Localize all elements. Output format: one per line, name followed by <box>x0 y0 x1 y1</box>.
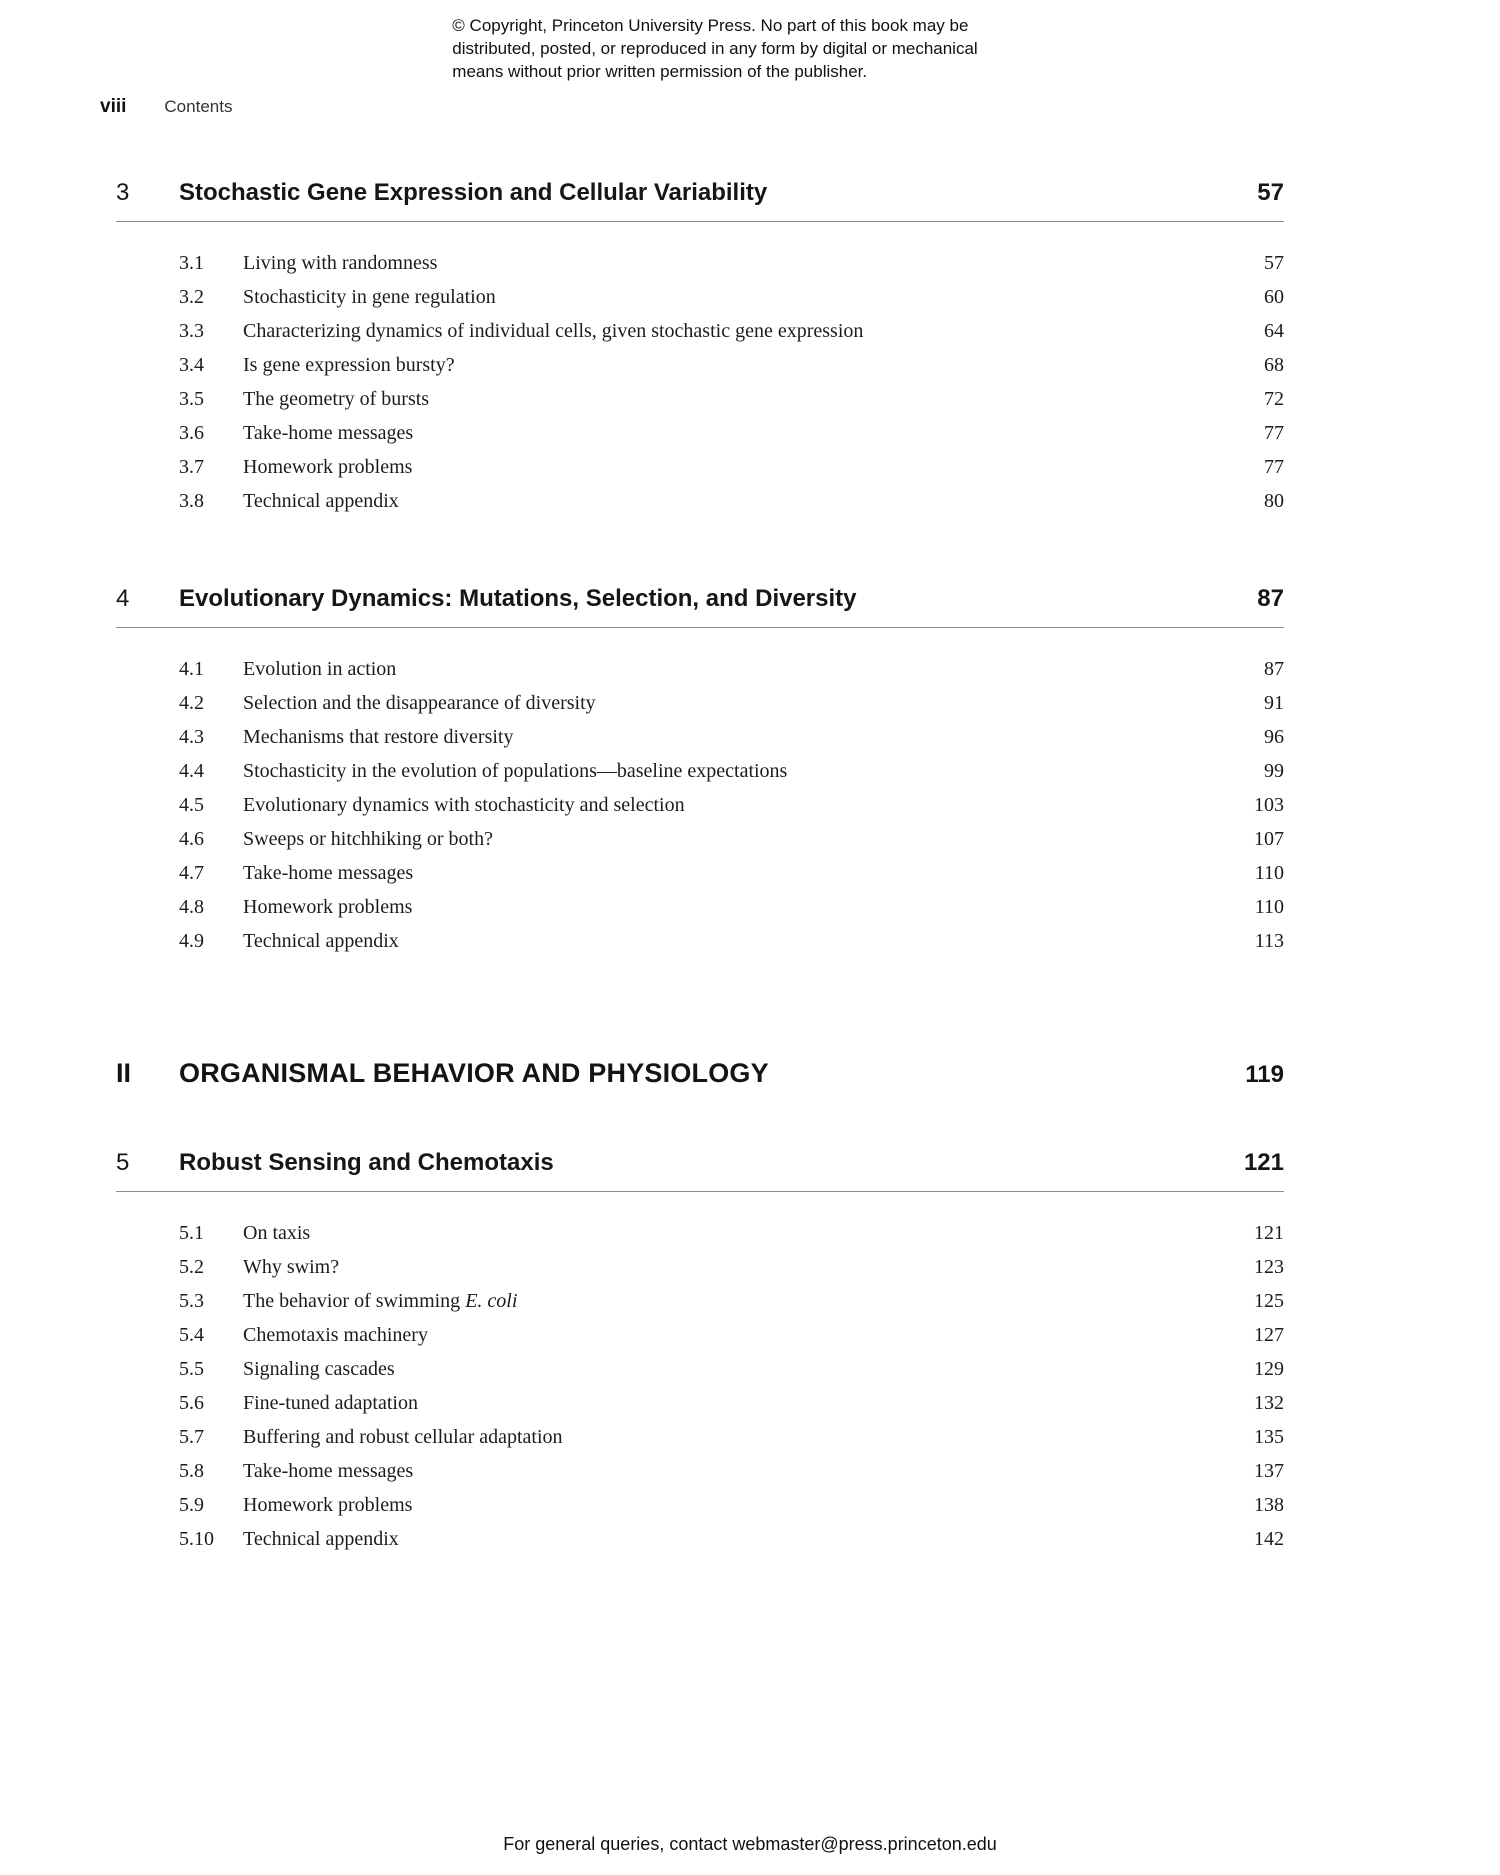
toc-entry-row <box>179 422 1284 456</box>
toc-entry-row <box>179 1392 1284 1426</box>
toc-entry-row <box>179 320 1284 354</box>
entry-number: 5.6 <box>179 1392 204 1414</box>
entry-number: 5.5 <box>179 1358 204 1380</box>
copyright-line-3: means without prior written permission of the publisher. <box>452 62 868 81</box>
chapter-page-number: 87 <box>1257 585 1284 612</box>
entry-page-number: 137 <box>1254 1460 1284 1482</box>
entry-page-number: 99 <box>1264 760 1284 782</box>
entry-number: 4.3 <box>179 726 204 748</box>
entry-page-number: 68 <box>1264 354 1284 376</box>
entry-number: 3.1 <box>179 252 204 274</box>
chapter-heading <box>116 584 1284 628</box>
toc-entry-row <box>179 1324 1284 1358</box>
chapter-number: 3 <box>116 179 130 206</box>
entry-number: 4.5 <box>179 794 204 816</box>
toc-entry-row <box>179 1290 1284 1324</box>
toc-entry-row <box>179 252 1284 286</box>
entry-number: 3.4 <box>179 354 204 376</box>
chapter-entries <box>179 658 1284 964</box>
entry-page-number: 135 <box>1254 1426 1284 1448</box>
toc-entry-row <box>179 896 1284 930</box>
chapter-title: Evolutionary Dynamics: Mutations, Selection, and Diversity <box>179 585 857 612</box>
toc-entry-row <box>179 794 1284 828</box>
part-page-number: 119 <box>1245 1061 1284 1088</box>
toc-entry-row <box>179 286 1284 320</box>
entry-number: 3.6 <box>179 422 204 444</box>
entry-page-number: 132 <box>1254 1392 1284 1414</box>
entry-number: 4.4 <box>179 760 204 782</box>
entry-title: Selection and the disappearance of diversity <box>243 692 596 714</box>
entry-number: 5.3 <box>179 1290 204 1312</box>
entry-number: 5.1 <box>179 1222 204 1244</box>
chapter-heading <box>116 178 1284 222</box>
chapter-block <box>116 178 1284 524</box>
chapter-block <box>116 584 1284 964</box>
entry-page-number: 60 <box>1264 286 1284 308</box>
entry-number: 5.7 <box>179 1426 204 1448</box>
chapter-block <box>116 1148 1284 1562</box>
chapter-page-number: 57 <box>1257 179 1284 206</box>
entry-title: Buffering and robust cellular adaptation <box>243 1426 563 1448</box>
toc-entry-row <box>179 1358 1284 1392</box>
entry-page-number: 123 <box>1254 1256 1284 1278</box>
entry-title-italic: E. coli <box>465 1290 518 1312</box>
entry-number: 3.8 <box>179 490 204 512</box>
toc-entry-row <box>179 1460 1284 1494</box>
entry-number: 5.9 <box>179 1494 204 1516</box>
entry-title: Why swim? <box>243 1256 340 1278</box>
entry-title: Homework problems <box>243 896 413 918</box>
entry-number: 4.6 <box>179 828 204 850</box>
entry-title: Characterizing dynamics of individual cells, given stochastic gene expression <box>243 320 864 342</box>
running-head-label: Contents <box>164 97 233 116</box>
entry-title: Evolution in action <box>243 658 397 680</box>
entry-page-number: 72 <box>1264 388 1284 410</box>
entry-title: Stochasticity in gene regulation <box>243 286 496 308</box>
entry-number: 4.7 <box>179 862 204 884</box>
entry-number: 5.2 <box>179 1256 204 1278</box>
toc-entry-row <box>179 388 1284 422</box>
chapter-title: Stochastic Gene Expression and Cellular Variability <box>179 179 768 206</box>
entry-page-number: 125 <box>1254 1290 1284 1312</box>
toc-entry-row <box>179 1426 1284 1460</box>
entry-page-number: 87 <box>1264 658 1284 680</box>
entry-title: Living with randomness <box>243 252 438 274</box>
entry-title: Evolutionary dynamics with stochasticity and selection <box>243 794 685 816</box>
entry-number: 4.8 <box>179 896 204 918</box>
entry-page-number: 138 <box>1254 1494 1284 1516</box>
toc-entry-row <box>179 1494 1284 1528</box>
chapter-heading <box>116 1148 1284 1192</box>
entry-title: Sweeps or hitchhiking or both? <box>243 828 493 850</box>
entry-page-number: 103 <box>1254 794 1284 816</box>
entry-number: 4.2 <box>179 692 204 714</box>
part-heading <box>116 1056 1284 1092</box>
entry-page-number: 113 <box>1254 930 1284 952</box>
part-title: ORGANISMAL BEHAVIOR AND PHYSIOLOGY <box>179 1058 769 1088</box>
entry-title: Chemotaxis machinery <box>243 1324 428 1346</box>
entry-title: The behavior of swimming E. coli <box>243 1290 518 1312</box>
footer-queries-line: For general queries, contact webmaster@press.princeton.edu <box>503 1834 997 1854</box>
entry-page-number: 121 <box>1254 1222 1284 1244</box>
entry-page-number: 57 <box>1264 252 1284 274</box>
toc-entry-row <box>179 760 1284 794</box>
toc-entry-row <box>179 1256 1284 1290</box>
entry-title: The geometry of bursts <box>243 388 430 410</box>
entry-page-number: 127 <box>1254 1324 1284 1346</box>
page-folio: viii <box>100 96 127 117</box>
toc-entry-row <box>179 354 1284 388</box>
entry-page-number: 129 <box>1254 1358 1284 1380</box>
entry-number: 5.10 <box>179 1528 214 1550</box>
toc <box>116 0 1284 1562</box>
entry-number: 3.3 <box>179 320 204 342</box>
entry-page-number: 77 <box>1264 456 1284 478</box>
toc-entry-row <box>179 1222 1284 1256</box>
entry-page-number: 110 <box>1254 862 1284 884</box>
entry-number: 5.4 <box>179 1324 204 1346</box>
entry-title: Take-home messages <box>243 422 414 444</box>
entry-page-number: 64 <box>1264 320 1284 342</box>
entry-page-number: 96 <box>1264 726 1284 748</box>
entry-number: 3.7 <box>179 456 204 478</box>
entry-title: On taxis <box>243 1222 311 1244</box>
entry-title: Homework problems <box>243 1494 413 1516</box>
chapter-number: 5 <box>116 1149 130 1176</box>
entry-page-number: 80 <box>1264 490 1284 512</box>
entry-page-number: 91 <box>1264 692 1284 714</box>
entry-title: Technical appendix <box>243 930 399 952</box>
entry-title: Technical appendix <box>243 1528 399 1550</box>
toc-entry-row <box>179 490 1284 524</box>
toc-entry-row <box>179 828 1284 862</box>
entry-page-number: 110 <box>1254 896 1284 918</box>
entry-title: Is gene expression bursty? <box>243 354 455 376</box>
entry-title: Take-home messages <box>243 862 414 884</box>
entry-page-number: 142 <box>1254 1528 1284 1550</box>
entry-title: Homework problems <box>243 456 413 478</box>
entry-title: Signaling cascades <box>243 1358 395 1380</box>
copyright-line-1: © Copyright, Princeton University Press. No part of this book may be <box>452 16 969 35</box>
part-number: II <box>116 1058 132 1088</box>
entry-number: 4.9 <box>179 930 204 952</box>
chapter-title: Robust Sensing and Chemotaxis <box>179 1149 554 1176</box>
toc-entry-row <box>179 726 1284 760</box>
entry-title: Mechanisms that restore diversity <box>243 726 514 748</box>
toc-entry-row <box>179 456 1284 490</box>
entry-number: 5.8 <box>179 1460 204 1482</box>
entry-title: Stochasticity in the evolution of populations—baseline expectations <box>243 760 788 782</box>
chapter-entries <box>179 1222 1284 1562</box>
entry-title: Take-home messages <box>243 1460 414 1482</box>
toc-entry-row <box>179 862 1284 896</box>
entry-number: 3.5 <box>179 388 204 410</box>
chapter-number: 4 <box>116 585 130 612</box>
chapter-page-number: 121 <box>1243 1149 1284 1176</box>
entry-page-number: 107 <box>1254 828 1284 850</box>
toc-entry-row <box>179 692 1284 726</box>
toc-entry-row <box>179 930 1284 964</box>
entry-number: 3.2 <box>179 286 204 308</box>
entry-title: Fine-tuned adaptation <box>243 1392 418 1414</box>
copyright-line-2: distributed, posted, or reproduced in any form by digital or mechanical <box>452 39 978 58</box>
toc-entry-row <box>179 658 1284 692</box>
chapter-entries <box>179 252 1284 524</box>
entry-page-number: 77 <box>1264 422 1284 444</box>
entry-title: Technical appendix <box>243 490 399 512</box>
toc-entry-row <box>179 1528 1284 1562</box>
entry-number: 4.1 <box>179 658 204 680</box>
